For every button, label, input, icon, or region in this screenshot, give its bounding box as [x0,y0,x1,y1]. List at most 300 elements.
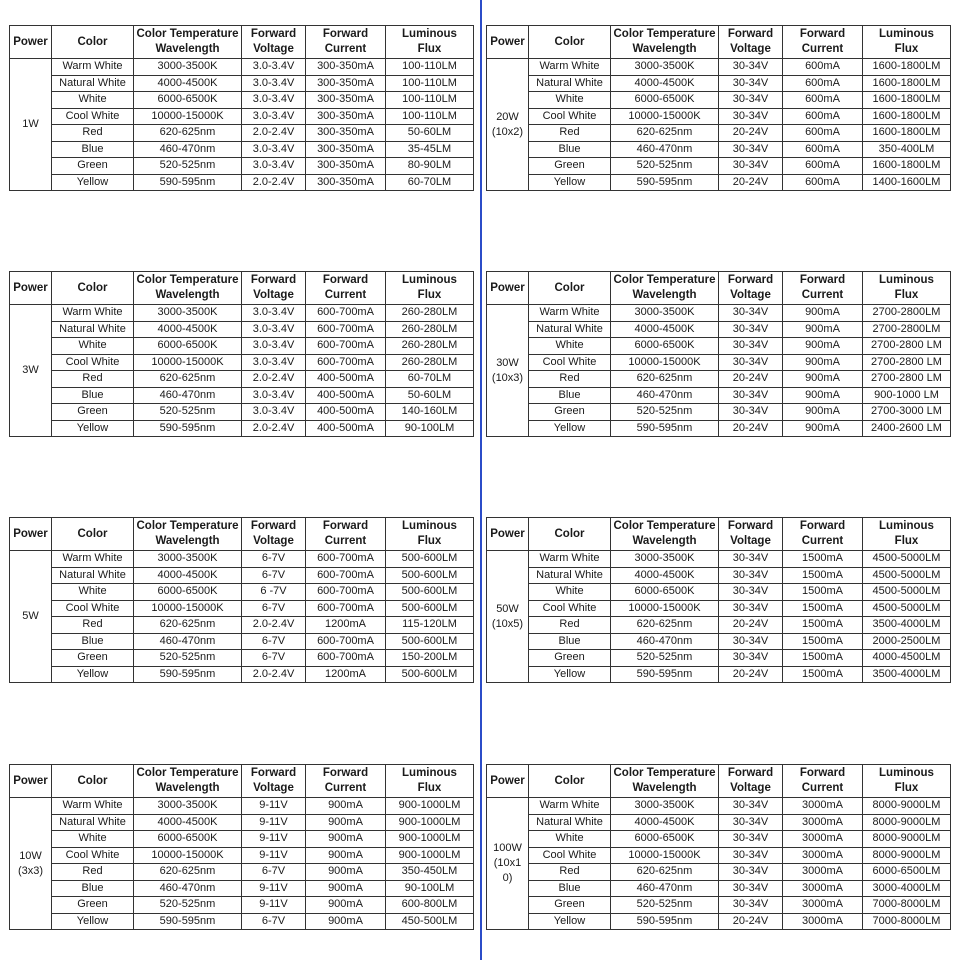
color-cell: White [529,584,611,601]
voltage-cell: 30-34V [719,338,783,355]
color-cell: Warm White [52,551,134,568]
flux-cell: 260-280LM [386,354,474,371]
flux-cell: 900-1000LM [386,814,474,831]
flux-cell: 6000-6500LM [863,864,951,881]
flux-cell: 1600-1800LM [863,59,951,76]
voltage-cell: 30-34V [719,633,783,650]
current-cell: 900mA [306,913,386,930]
header-color-temperature-line2: Wavelength [632,289,697,301]
header-color-temperature-line2: Wavelength [155,289,220,301]
power-rating: (10x1 [493,857,522,869]
table-row [487,584,951,601]
voltage-cell: 30-34V [719,92,783,109]
voltage-cell: 6 -7V [242,584,306,601]
power-rating: (10x3) [491,371,524,384]
temperature-cell: 3000-3500K [611,305,719,322]
color-cell: Red [52,617,134,634]
current-cell: 600mA [783,92,863,109]
header-row [10,765,474,798]
color-cell: Green [52,897,134,914]
table-row [10,847,474,864]
temperature-cell: 10000-15000K [134,600,242,617]
voltage-cell: 30-34V [719,567,783,584]
current-cell: 300-350mA [306,75,386,92]
voltage-cell: 9-11V [242,847,306,864]
header-color-temperature-line1: Color Temperature [136,274,239,286]
header-color: Color [529,518,611,551]
temperature-cell: 4000-4500K [611,814,719,831]
color-cell: Warm White [529,551,611,568]
table-row [10,59,474,76]
header-row [487,272,951,305]
color-cell: Natural White [529,321,611,338]
power-rating: 1W [22,118,39,130]
voltage-cell: 20-24V [719,913,783,930]
voltage-cell: 30-34V [719,321,783,338]
column-divider [480,0,482,960]
flux-cell: 4500-5000LM [863,551,951,568]
current-cell: 600-700mA [306,584,386,601]
header-luminous-flux [863,765,951,798]
flux-cell: 4500-5000LM [863,567,951,584]
color-cell: Green [52,404,134,421]
header-forward-current-line2: Current [324,535,367,547]
temperature-cell: 620-625nm [134,617,242,634]
flux-cell: 350-400LM [863,141,951,158]
voltage-cell: 30-34V [719,814,783,831]
color-cell: Red [529,125,611,142]
current-cell: 600mA [783,75,863,92]
header-color: Color [52,272,134,305]
voltage-cell: 30-34V [719,108,783,125]
table-row [487,108,951,125]
current-cell: 600-700mA [306,354,386,371]
flux-cell: 50-60LM [386,387,474,404]
current-cell: 1500mA [783,650,863,667]
color-cell: White [52,584,134,601]
color-cell: Cool White [52,354,134,371]
power-rating: (3x3) [17,864,44,877]
table-row [10,650,474,667]
color-cell: Cool White [529,108,611,125]
header-color: Color [52,26,134,59]
voltage-cell: 3.0-3.4V [242,305,306,322]
color-cell: Blue [52,880,134,897]
header-forward-current [783,26,863,59]
temperature-cell: 4000-4500K [611,75,719,92]
header-forward-voltage [719,272,783,305]
color-cell: Warm White [52,798,134,815]
flux-cell: 8000-9000LM [863,814,951,831]
current-cell: 300-350mA [306,108,386,125]
table-row [10,567,474,584]
current-cell: 3000mA [783,814,863,831]
flux-cell: 1600-1800LM [863,92,951,109]
header-forward-voltage [719,26,783,59]
flux-cell: 900-1000 LM [863,387,951,404]
table-row [487,305,951,322]
header-color-temperature-line2: Wavelength [155,782,220,794]
flux-cell: 80-90LM [386,158,474,175]
voltage-cell: 2.0-2.4V [242,125,306,142]
power-rating: 0) [502,872,513,884]
header-luminous-flux-line1: Luminous [879,767,934,779]
table-row [487,567,951,584]
header-color-temperature-line2: Wavelength [632,535,697,547]
current-cell: 900mA [306,880,386,897]
temperature-cell: 620-625nm [134,371,242,388]
header-forward-current-line2: Current [801,289,844,301]
temperature-cell: 590-595nm [134,174,242,191]
flux-cell: 4500-5000LM [863,600,951,617]
voltage-cell: 20-24V [719,125,783,142]
flux-cell: 140-160LM [386,404,474,421]
color-cell: Yellow [52,913,134,930]
voltage-cell: 6-7V [242,551,306,568]
header-forward-current-line1: Forward [322,767,369,779]
table-row [487,338,951,355]
current-cell: 900mA [306,831,386,848]
temperature-cell: 590-595nm [134,913,242,930]
table-row [487,321,951,338]
header-forward-voltage-line1: Forward [250,274,297,286]
flux-cell: 350-450LM [386,864,474,881]
color-cell: Yellow [529,913,611,930]
voltage-cell: 20-24V [719,420,783,437]
current-cell: 1500mA [783,633,863,650]
header-luminous-flux-line2: Flux [894,535,919,547]
flux-cell: 1600-1800LM [863,125,951,142]
header-luminous-flux-line2: Flux [417,782,442,794]
voltage-cell: 3.0-3.4V [242,59,306,76]
temperature-cell: 10000-15000K [611,847,719,864]
header-forward-current-line1: Forward [799,520,846,532]
table-row [487,666,951,683]
temperature-cell: 4000-4500K [611,321,719,338]
voltage-cell: 30-34V [719,158,783,175]
color-cell: Red [52,125,134,142]
current-cell: 600mA [783,125,863,142]
header-color-temperature-line1: Color Temperature [613,767,716,779]
color-cell: Yellow [529,174,611,191]
table-row [10,420,474,437]
header-luminous-flux-line2: Flux [417,535,442,547]
header-color-temperature-line2: Wavelength [155,535,220,547]
current-cell: 300-350mA [306,92,386,109]
table-row [487,633,951,650]
voltage-cell: 3.0-3.4V [242,404,306,421]
color-cell: Natural White [529,814,611,831]
header-color-temperature-line1: Color Temperature [613,274,716,286]
temperature-cell: 4000-4500K [611,567,719,584]
header-color-temperature [134,518,242,551]
table-row [487,141,951,158]
table-row [487,125,951,142]
header-luminous-flux-line1: Luminous [879,28,934,40]
header-forward-voltage-line2: Voltage [253,535,294,547]
voltage-cell: 6-7V [242,633,306,650]
header-forward-current-line2: Current [324,43,367,55]
current-cell: 600mA [783,59,863,76]
current-cell: 1500mA [783,617,863,634]
table-row [10,551,474,568]
header-forward-current [306,518,386,551]
header-power: Power [10,765,52,798]
power-rating: 5W [22,610,39,622]
voltage-cell: 9-11V [242,880,306,897]
voltage-cell: 3.0-3.4V [242,108,306,125]
current-cell: 1200mA [306,617,386,634]
spec-table [9,25,474,191]
power-rating: 50W [496,602,519,615]
current-cell: 3000mA [783,897,863,914]
temperature-cell: 6000-6500K [134,338,242,355]
header-forward-voltage [242,26,306,59]
color-cell: Green [52,650,134,667]
table-row [10,108,474,125]
table-row [487,92,951,109]
header-forward-voltage-line2: Voltage [253,43,294,55]
color-cell: Green [529,650,611,667]
header-forward-voltage-line1: Forward [250,28,297,40]
header-luminous-flux-line2: Flux [417,289,442,301]
color-cell: White [52,92,134,109]
voltage-cell: 30-34V [719,847,783,864]
table-row [10,158,474,175]
voltage-cell: 9-11V [242,798,306,815]
voltage-cell: 6-7V [242,913,306,930]
color-cell: Yellow [529,420,611,437]
voltage-cell: 2.0-2.4V [242,371,306,388]
temperature-cell: 6000-6500K [611,584,719,601]
power-rating: (10x5) [491,617,524,630]
voltage-cell: 20-24V [719,617,783,634]
color-cell: Yellow [529,666,611,683]
color-cell: Blue [52,633,134,650]
header-forward-current [783,272,863,305]
voltage-cell: 30-34V [719,584,783,601]
current-cell: 3000mA [783,880,863,897]
temperature-cell: 620-625nm [611,864,719,881]
current-cell: 400-500mA [306,371,386,388]
current-cell: 300-350mA [306,174,386,191]
temperature-cell: 520-525nm [611,650,719,667]
table-row [10,141,474,158]
color-cell: Warm White [529,59,611,76]
table-row [487,650,951,667]
flux-cell: 150-200LM [386,650,474,667]
header-row [10,518,474,551]
table-row [10,305,474,322]
table-row [10,404,474,421]
header-luminous-flux-line2: Flux [417,43,442,55]
header-color: Color [529,272,611,305]
color-cell: Red [529,864,611,881]
color-cell: Cool White [529,600,611,617]
header-color-temperature [611,26,719,59]
voltage-cell: 9-11V [242,814,306,831]
table-row [10,321,474,338]
header-row [487,765,951,798]
voltage-cell: 6-7V [242,864,306,881]
flux-cell: 7000-8000LM [863,913,951,930]
color-cell: Natural White [52,321,134,338]
temperature-cell: 520-525nm [611,404,719,421]
header-color-temperature-line2: Wavelength [632,782,697,794]
spec-table [486,25,951,191]
flux-cell: 600-800LM [386,897,474,914]
header-forward-current [306,765,386,798]
temperature-cell: 3000-3500K [611,551,719,568]
header-power: Power [487,272,529,305]
color-cell: Warm White [529,305,611,322]
header-forward-current [783,765,863,798]
table-row [487,404,951,421]
color-cell: Cool White [529,354,611,371]
temperature-cell: 520-525nm [134,158,242,175]
temperature-cell: 3000-3500K [134,551,242,568]
header-luminous-flux-line1: Luminous [879,520,934,532]
current-cell: 600-700mA [306,650,386,667]
table-row [487,387,951,404]
flux-cell: 115-120LM [386,617,474,634]
flux-cell: 1600-1800LM [863,108,951,125]
flux-cell: 100-110LM [386,108,474,125]
temperature-cell: 6000-6500K [611,92,719,109]
flux-cell: 3000-4000LM [863,880,951,897]
temperature-cell: 10000-15000K [134,847,242,864]
header-luminous-flux [863,272,951,305]
current-cell: 400-500mA [306,420,386,437]
table-row [10,371,474,388]
table-row [487,913,951,930]
temperature-cell: 10000-15000K [611,354,719,371]
voltage-cell: 30-34V [719,864,783,881]
voltage-cell: 9-11V [242,897,306,914]
voltage-cell: 30-34V [719,354,783,371]
power-rating-cell [487,59,529,191]
temperature-cell: 520-525nm [134,404,242,421]
temperature-cell: 3000-3500K [134,305,242,322]
color-cell: White [529,92,611,109]
color-cell: Natural White [52,75,134,92]
header-color-temperature [134,272,242,305]
temperature-cell: 620-625nm [611,617,719,634]
current-cell: 600-700mA [306,600,386,617]
power-rating-cell [10,59,52,191]
voltage-cell: 3.0-3.4V [242,321,306,338]
current-cell: 1500mA [783,567,863,584]
power-rating-cell [487,798,529,930]
temperature-cell: 460-470nm [134,633,242,650]
color-cell: Blue [529,387,611,404]
current-cell: 3000mA [783,913,863,930]
color-cell: Green [529,158,611,175]
header-power: Power [487,765,529,798]
header-forward-voltage-line2: Voltage [253,782,294,794]
current-cell: 1200mA [306,666,386,683]
header-luminous-flux-line2: Flux [894,289,919,301]
temperature-cell: 460-470nm [134,387,242,404]
table-row [10,864,474,881]
header-color-temperature-line1: Color Temperature [136,28,239,40]
flux-cell: 7000-8000LM [863,897,951,914]
header-color: Color [529,765,611,798]
header-luminous-flux-line1: Luminous [879,274,934,286]
header-luminous-flux-line1: Luminous [402,520,457,532]
voltage-cell: 20-24V [719,371,783,388]
flux-cell: 450-500LM [386,913,474,930]
header-forward-voltage-line2: Voltage [730,782,771,794]
flux-cell: 500-600LM [386,567,474,584]
table-row [487,831,951,848]
table-row [10,354,474,371]
spec-table [9,271,474,437]
power-rating-cell [10,798,52,930]
color-cell: Green [529,404,611,421]
current-cell: 600mA [783,141,863,158]
temperature-cell: 620-625nm [134,864,242,881]
table-row [487,354,951,371]
header-power: Power [487,518,529,551]
header-power: Power [10,272,52,305]
header-luminous-flux [863,518,951,551]
table-row [10,75,474,92]
header-row [487,518,951,551]
flux-cell: 3500-4000LM [863,666,951,683]
temperature-cell: 10000-15000K [134,108,242,125]
table-row [487,847,951,864]
temperature-cell: 460-470nm [611,880,719,897]
current-cell: 300-350mA [306,141,386,158]
flux-cell: 900-1000LM [386,847,474,864]
header-power: Power [487,26,529,59]
voltage-cell: 9-11V [242,831,306,848]
color-cell: Blue [529,141,611,158]
header-forward-current [306,26,386,59]
temperature-cell: 3000-3500K [134,59,242,76]
voltage-cell: 30-34V [719,650,783,667]
table-row [10,600,474,617]
temperature-cell: 620-625nm [134,125,242,142]
voltage-cell: 2.0-2.4V [242,617,306,634]
header-color-temperature [611,518,719,551]
current-cell: 900mA [783,420,863,437]
header-row [487,26,951,59]
color-cell: Yellow [52,420,134,437]
header-luminous-flux [386,26,474,59]
current-cell: 600mA [783,108,863,125]
header-luminous-flux-line2: Flux [894,782,919,794]
temperature-cell: 4000-4500K [134,75,242,92]
current-cell: 900mA [783,387,863,404]
flux-cell: 90-100LM [386,420,474,437]
color-cell: Warm White [52,305,134,322]
header-power: Power [10,26,52,59]
flux-cell: 900-1000LM [386,831,474,848]
current-cell: 900mA [306,847,386,864]
color-cell: White [529,831,611,848]
flux-cell: 90-100LM [386,880,474,897]
header-luminous-flux [386,765,474,798]
temperature-cell: 6000-6500K [611,338,719,355]
header-forward-current-line2: Current [324,782,367,794]
table-row [487,158,951,175]
temperature-cell: 590-595nm [611,420,719,437]
temperature-cell: 3000-3500K [611,59,719,76]
current-cell: 1500mA [783,584,863,601]
header-forward-voltage [242,272,306,305]
